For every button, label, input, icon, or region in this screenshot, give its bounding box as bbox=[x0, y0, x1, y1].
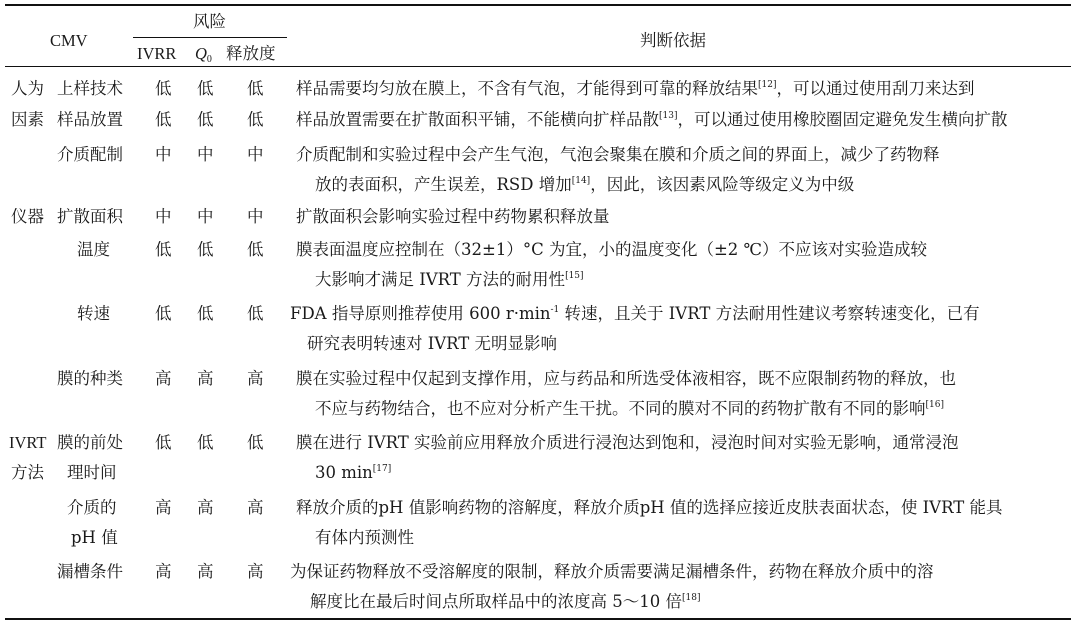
category-label: 人为 bbox=[11, 79, 44, 98]
basis-text-line1: 膜表面温度应控制在（32±1）°C 为宜，小的温度变化（±2 ℃）不应该对实验造成较 bbox=[296, 240, 927, 259]
basis-text-line1: 为保证药物释放不受溶解度的限制，释放介质需要满足漏槽条件，药物在释放介质中的溶 bbox=[290, 562, 934, 581]
risk-ivrr: 低 bbox=[155, 304, 172, 323]
risk-ivrr: 高 bbox=[155, 562, 172, 581]
factor-label: 膜的前处 bbox=[57, 433, 123, 452]
factor-label: 膜的种类 bbox=[57, 369, 123, 388]
risk-header-rule bbox=[133, 37, 287, 38]
basis-text-line1: 介质配制和实验过程中会产生气泡，气泡会聚集在膜和介质之间的界面上，减少了药物释 bbox=[296, 145, 940, 164]
header-bottom-rule bbox=[5, 66, 1071, 67]
risk-q0: 中 bbox=[197, 207, 214, 226]
basis-text: 扩散面积会影响实验过程中药物累积释放量 bbox=[296, 207, 610, 226]
factor-label: 扩散面积 bbox=[57, 207, 123, 226]
basis-text-line1: 膜在进行 IVRT 实验前应用释放介质进行浸泡达到饱和，浸泡时间对实验无影响，通常浸泡 bbox=[296, 433, 959, 452]
risk-ivrr: 高 bbox=[155, 498, 172, 517]
risk-q0: 低 bbox=[197, 304, 214, 323]
category-label: 因素 bbox=[11, 110, 44, 129]
risk-q0: 高 bbox=[197, 498, 214, 517]
header-ivrr: IVRR bbox=[137, 44, 177, 63]
risk-release: 低 bbox=[247, 110, 264, 129]
table-bottom-rule bbox=[5, 618, 1071, 620]
basis-text-line2: 大影响才满足 IVRT 方法的耐用性[15] bbox=[315, 270, 584, 289]
risk-q0: 低 bbox=[197, 110, 214, 129]
risk-release: 中 bbox=[247, 145, 264, 164]
risk-ivrr: 低 bbox=[155, 110, 172, 129]
category-label: 仪器 bbox=[11, 207, 44, 226]
header-q0: $Q_0$ bbox=[195, 44, 212, 65]
table-top-rule bbox=[5, 4, 1071, 6]
risk-ivrr: 中 bbox=[155, 145, 172, 164]
risk-ivrr: 高 bbox=[155, 369, 172, 388]
risk-release: 高 bbox=[247, 369, 264, 388]
basis-text-line1: 释放介质的pH 值影响药物的溶解度，释放介质pH 值的选择应接近皮肤表面状态，使 IVRT 能具 bbox=[296, 498, 1003, 517]
header-release: 释放度 bbox=[226, 44, 276, 63]
risk-release: 低 bbox=[247, 79, 264, 98]
factor-label: 温度 bbox=[77, 240, 110, 259]
risk-release: 中 bbox=[247, 207, 264, 226]
risk-ivrr: 低 bbox=[155, 433, 172, 452]
risk-ivrr: 低 bbox=[155, 79, 172, 98]
header-risk: 风险 bbox=[193, 12, 226, 31]
risk-q0: 高 bbox=[197, 562, 214, 581]
basis-text-line2: 研究表明转速对 IVRT 无明显影响 bbox=[307, 334, 558, 353]
risk-release: 高 bbox=[247, 498, 264, 517]
basis-text-line1: 膜在实验过程中仅起到支撑作用，应与药品和所选受体液相容，既不应限制药物的释放，也 bbox=[296, 369, 956, 388]
category-label-line2: 方法 bbox=[11, 463, 44, 482]
risk-release: 高 bbox=[247, 562, 264, 581]
header-cmv: CMV bbox=[50, 31, 88, 50]
basis-text-line2: 有体内预测性 bbox=[315, 528, 414, 547]
basis-text-line2: 不应与药物结合，也不应对分析产生干扰。不同的膜对不同的药物扩散有不同的影响[16] bbox=[315, 399, 944, 418]
basis-text: 样品放置需要在扩散面积平铺，不能横向扩样品散[13]，可以通过使用橡胶圈固定避免发生横向扩散 bbox=[296, 110, 1008, 129]
risk-ivrr: 低 bbox=[155, 240, 172, 259]
factor-label: 转速 bbox=[77, 304, 110, 323]
risk-q0: 中 bbox=[197, 145, 214, 164]
factor-label-line2: 理时间 bbox=[67, 463, 117, 482]
factor-label: 漏槽条件 bbox=[57, 562, 123, 581]
risk-release: 低 bbox=[247, 433, 264, 452]
risk-release: 低 bbox=[247, 304, 264, 323]
risk-release: 低 bbox=[247, 240, 264, 259]
risk-q0: 低 bbox=[197, 79, 214, 98]
risk-ivrr: 中 bbox=[155, 207, 172, 226]
basis-text-line2: 放的表面积，产生误差，RSD 增加[14]，因此，该因素风险等级定义为中级 bbox=[315, 175, 855, 194]
basis-text-line2: 解度比在最后时间点所取样品中的浓度高 5～10 倍[18] bbox=[310, 592, 701, 611]
risk-q0: 低 bbox=[197, 433, 214, 452]
factor-label: 上样技术 bbox=[57, 79, 123, 98]
basis-text-line2: 30 min[17] bbox=[315, 463, 392, 482]
basis-text: 样品需要均匀放在膜上，不含有气泡，才能得到可靠的释放结果[12]，可以通过使用刮刀来达到 bbox=[296, 79, 975, 98]
factor-label: 介质配制 bbox=[57, 145, 123, 164]
factor-label: 介质的 bbox=[67, 498, 117, 517]
risk-q0: 高 bbox=[197, 369, 214, 388]
header-basis: 判断依据 bbox=[640, 31, 706, 50]
risk-q0: 低 bbox=[197, 240, 214, 259]
factor-label: 样品放置 bbox=[57, 110, 123, 129]
basis-text-line1: FDA 指导原则推荐使用 600 $r\cdot\min^{-1}$ 转速，且关于 IVRT 方法耐用性建议考察转速变化，已有 bbox=[290, 304, 980, 323]
category-label: IVRT bbox=[9, 433, 47, 452]
factor-label-line2: pH 值 bbox=[71, 528, 118, 547]
